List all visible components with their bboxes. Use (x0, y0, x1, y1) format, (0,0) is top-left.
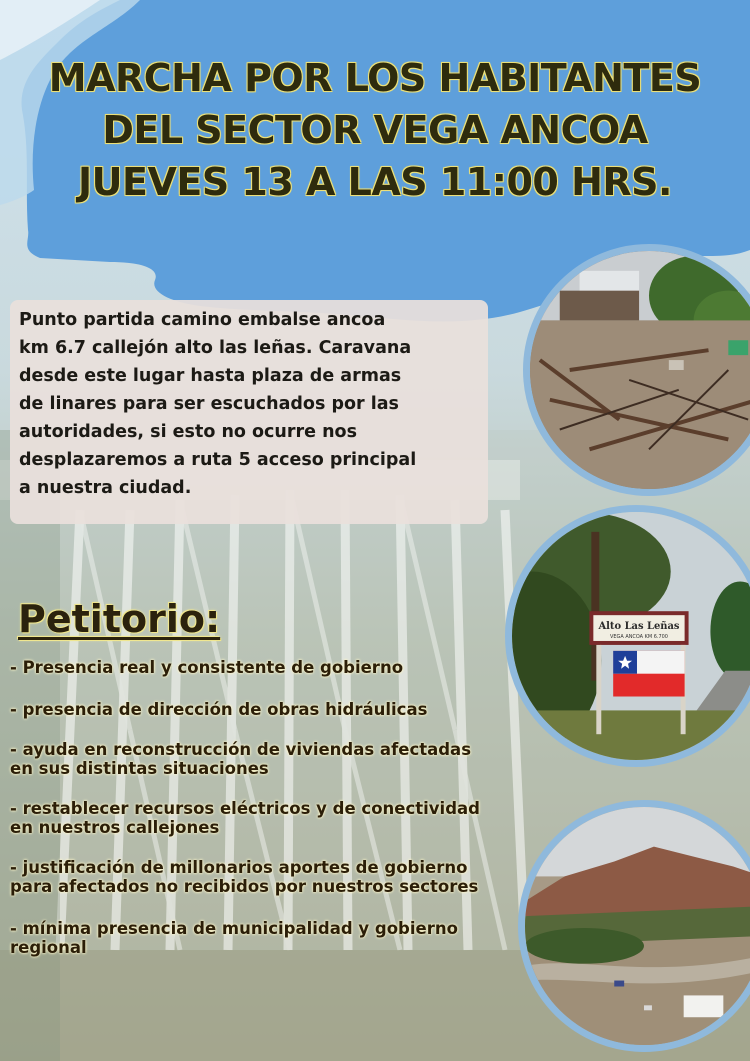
petitorio-item-line: - presencia de dirección de obras hidráulicas (10, 700, 428, 719)
info-line: Punto partida camino embalse ancoa (19, 310, 386, 330)
meeting-point-info (10, 300, 488, 524)
petitorio-item-line: - mínima presencia de municipalidad y gobierno (10, 919, 458, 938)
info-line: a nuestra ciudad. (19, 478, 192, 498)
petitorio-item-line: - restablecer recursos eléctricos y de conectividad (10, 799, 480, 818)
petitorio-item (10, 700, 530, 719)
headline-line-2: DEL SECTOR VEGA ANCOA (102, 108, 648, 152)
info-line: desde este lugar hasta plaza de armas (19, 366, 402, 386)
petitorio-item (10, 799, 530, 837)
petitorio-item-line: regional (10, 938, 87, 957)
info-line: desplazaremos a ruta 5 acceso principal (19, 450, 417, 470)
info-line: km 6.7 callejón alto las leñas. Caravana (19, 338, 412, 358)
info-line: autoridades, si esto no ocurre nos (19, 422, 357, 442)
petitorio-item (10, 658, 530, 677)
petitorio-title: Petitorio: (18, 597, 221, 641)
petitorio-item-line: para afectados no recibidos por nuestros sectores (10, 877, 479, 896)
petitorio-item-line: en sus distintas situaciones (10, 759, 269, 778)
petitorio-item (10, 740, 530, 778)
petitorio-item (10, 919, 530, 957)
petitorio-item-line: - justificación de millonarios aportes de gobierno (10, 858, 468, 877)
headline-line-1: MARCHA POR LOS HABITANTES (48, 56, 702, 100)
headline-line-3: JUEVES 13 A LAS 11:00 HRS. (78, 160, 672, 204)
petitorio-item-line: en nuestros callejones (10, 818, 220, 837)
petitorio-item-line: - ayuda en reconstrucción de viviendas afectadas (10, 740, 472, 759)
photo-road-sign (505, 505, 750, 767)
petitorio-item (10, 858, 530, 896)
headline (0, 52, 750, 208)
petitorio-item-line: - Presencia real y consistente de gobierno (10, 658, 404, 677)
sign-subtext: VEGA ANCOA KM 6.700 (610, 633, 668, 640)
sign-text: Alto Las Leñas (598, 621, 680, 633)
info-line: de linares para ser escuchados por las (19, 394, 399, 414)
chile-flag-icon (613, 651, 684, 697)
